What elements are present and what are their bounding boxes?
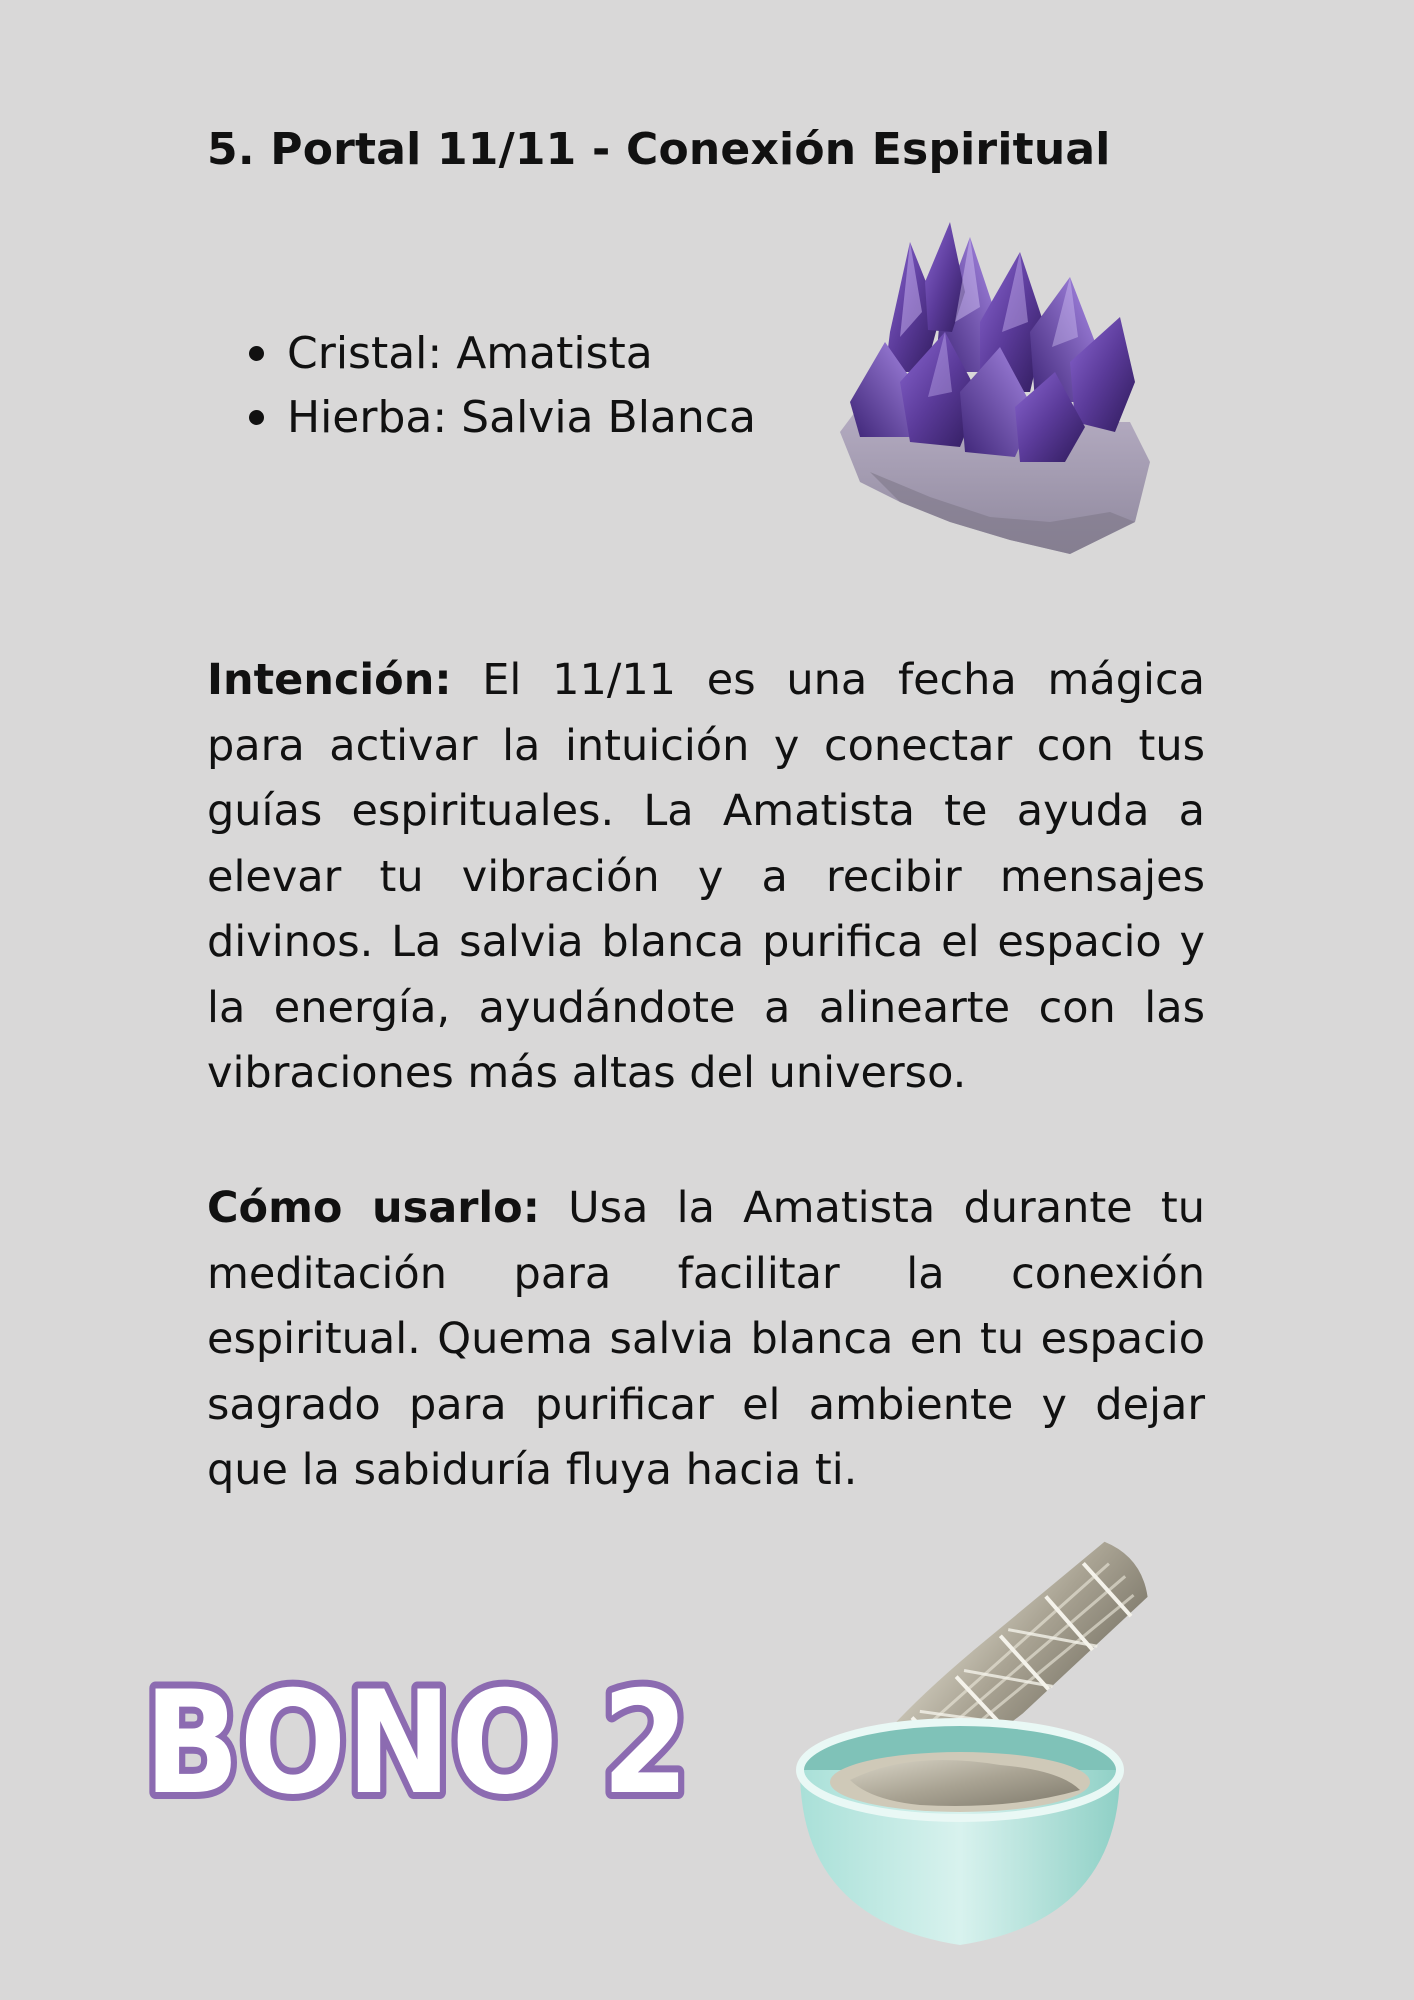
bono-heading bbox=[140, 1640, 700, 1820]
usage-label: Cómo usarlo: bbox=[207, 1183, 540, 1233]
properties-list bbox=[245, 322, 756, 450]
list-item-crystal bbox=[245, 322, 756, 386]
bono-text: BONO 2 bbox=[144, 1661, 689, 1820]
intention-paragraph bbox=[207, 648, 1205, 1107]
sage-bundle-image bbox=[760, 1520, 1210, 1960]
intention-label: Intención: bbox=[207, 655, 452, 705]
amethyst-crystal-image bbox=[830, 222, 1160, 562]
bullet-icon bbox=[249, 410, 264, 425]
bullet-icon bbox=[249, 346, 264, 361]
list-item-herb bbox=[245, 386, 756, 450]
intention-text: El 11/11 es una fecha mágica para activar la intuición y conectar con tus guías espirituales. La Amatista te ayuda a elevar tu vibración y a recibir mensajes divinos. La salvia blanca purifica el espacio y la energía, ayudándote a alinearte con las vibraciones más altas del universo. bbox=[207, 655, 1205, 1098]
list-item-label: Cristal: Amatista bbox=[287, 328, 653, 379]
usage-paragraph bbox=[207, 1176, 1205, 1504]
list-item-label: Hierba: Salvia Blanca bbox=[287, 392, 756, 443]
usage-text: Usa la Amatista durante tu meditación para facilitar la conexión espiritual. Quema salvia blanca en tu espacio sagrado para purificar el ambiente y dejar que la sabiduría fluya hacia ti. bbox=[207, 1183, 1205, 1495]
page-title: 5. Portal 11/11 - Conexión Espiritual bbox=[207, 124, 1111, 175]
